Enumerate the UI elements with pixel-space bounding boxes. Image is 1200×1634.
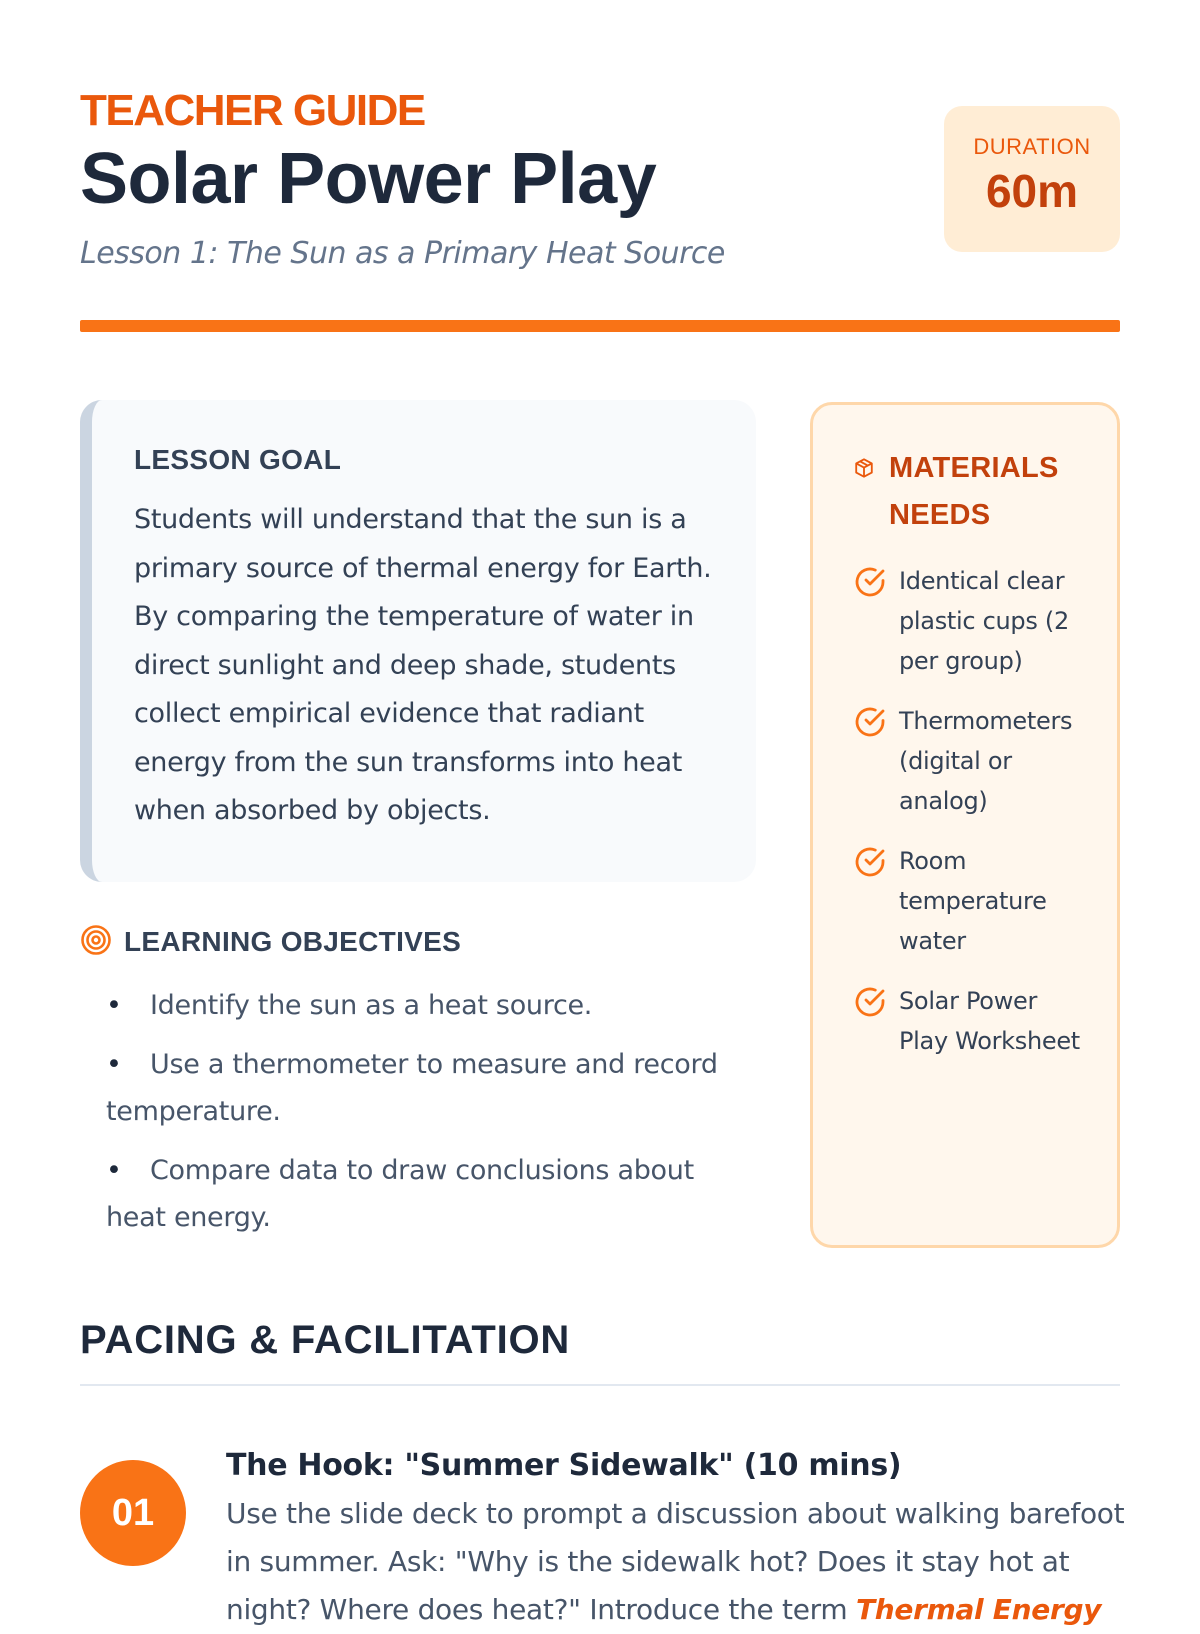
objective-text: Identify the sun as a heat source. [150,990,593,1021]
list-item [80,1041,756,1135]
page-header [80,0,1120,340]
pacing-heading: PACING & FACILITATION [80,1318,571,1362]
objectives-list [80,982,756,1241]
materials-card [810,402,1120,1248]
material-text: Identical clear plastic cups (2 per group) [899,567,1069,675]
eyebrow-label: TEACHER GUIDE [80,86,425,135]
objectives-heading: LEARNING OBJECTIVES [124,926,462,957]
step-key-term: Thermal Energy [855,1593,1102,1626]
step-number-badge: 01 [80,1460,186,1566]
learning-objectives [80,924,756,1253]
lesson-subtitle: Lesson 1: The Sun as a Primary Heat Source [80,236,725,271]
objectives-header [80,924,756,960]
materials-list [853,561,1087,1061]
material-text: Room temperature water [899,847,1047,955]
step-description: Use the slide deck to prompt a discussion about walking barefoot in summer. Ask: "Why is the sidewalk hot? Does it stay hot at night? Where does heat?" Introduce the term [226,1497,1125,1626]
lesson-goal-card [80,400,756,882]
pacing-divider [80,1384,1120,1386]
objective-text: Compare data to draw conclusions about heat energy. [106,1155,694,1233]
material-text: Solar Power Play Worksheet [899,987,1080,1055]
duration-label: DURATION [973,134,1091,159]
target-icon [80,924,112,960]
list-item [853,701,1087,821]
step-title: The Hook: "Summer Sidewalk" (10 mins) [226,1448,902,1483]
pacing-section [80,1318,1125,1626]
lesson-goal-text: Students will understand that the sun is a primary source of thermal energy for Earth. By comparing the temperature of water in direct sunlight and deep shade, students collect empirical evidence that radiant energy from the sun transforms into heat when absorbed by objects. [134,504,712,826]
step-text [226,1490,1126,1634]
check-circle-icon [853,705,887,821]
package-icon [853,457,875,483]
materials-header [853,445,1087,539]
duration-badge [944,106,1120,252]
list-item [853,841,1087,961]
materials-heading: MATERIALS NEEDS [889,452,1059,531]
check-circle-icon [853,985,887,1061]
check-circle-icon [853,845,887,961]
lesson-goal-heading: LESSON GOAL [134,444,342,475]
duration-value: 60m [985,165,1079,217]
list-item [853,981,1087,1061]
bullet-icon: • [106,990,122,1021]
objective-text: Use a thermometer to measure and record temperature. [106,1049,718,1127]
page-title: Solar Power Play [80,139,657,219]
bullet-icon: • [106,1155,122,1186]
material-text: Thermometers (digital or analog) [899,707,1073,815]
bullet-icon: • [106,1049,122,1080]
check-circle-icon [853,565,887,681]
list-item [853,561,1087,681]
step-body [226,1440,1126,1634]
list-item [80,1147,756,1241]
header-divider [80,320,1120,332]
list-item [80,982,756,1029]
